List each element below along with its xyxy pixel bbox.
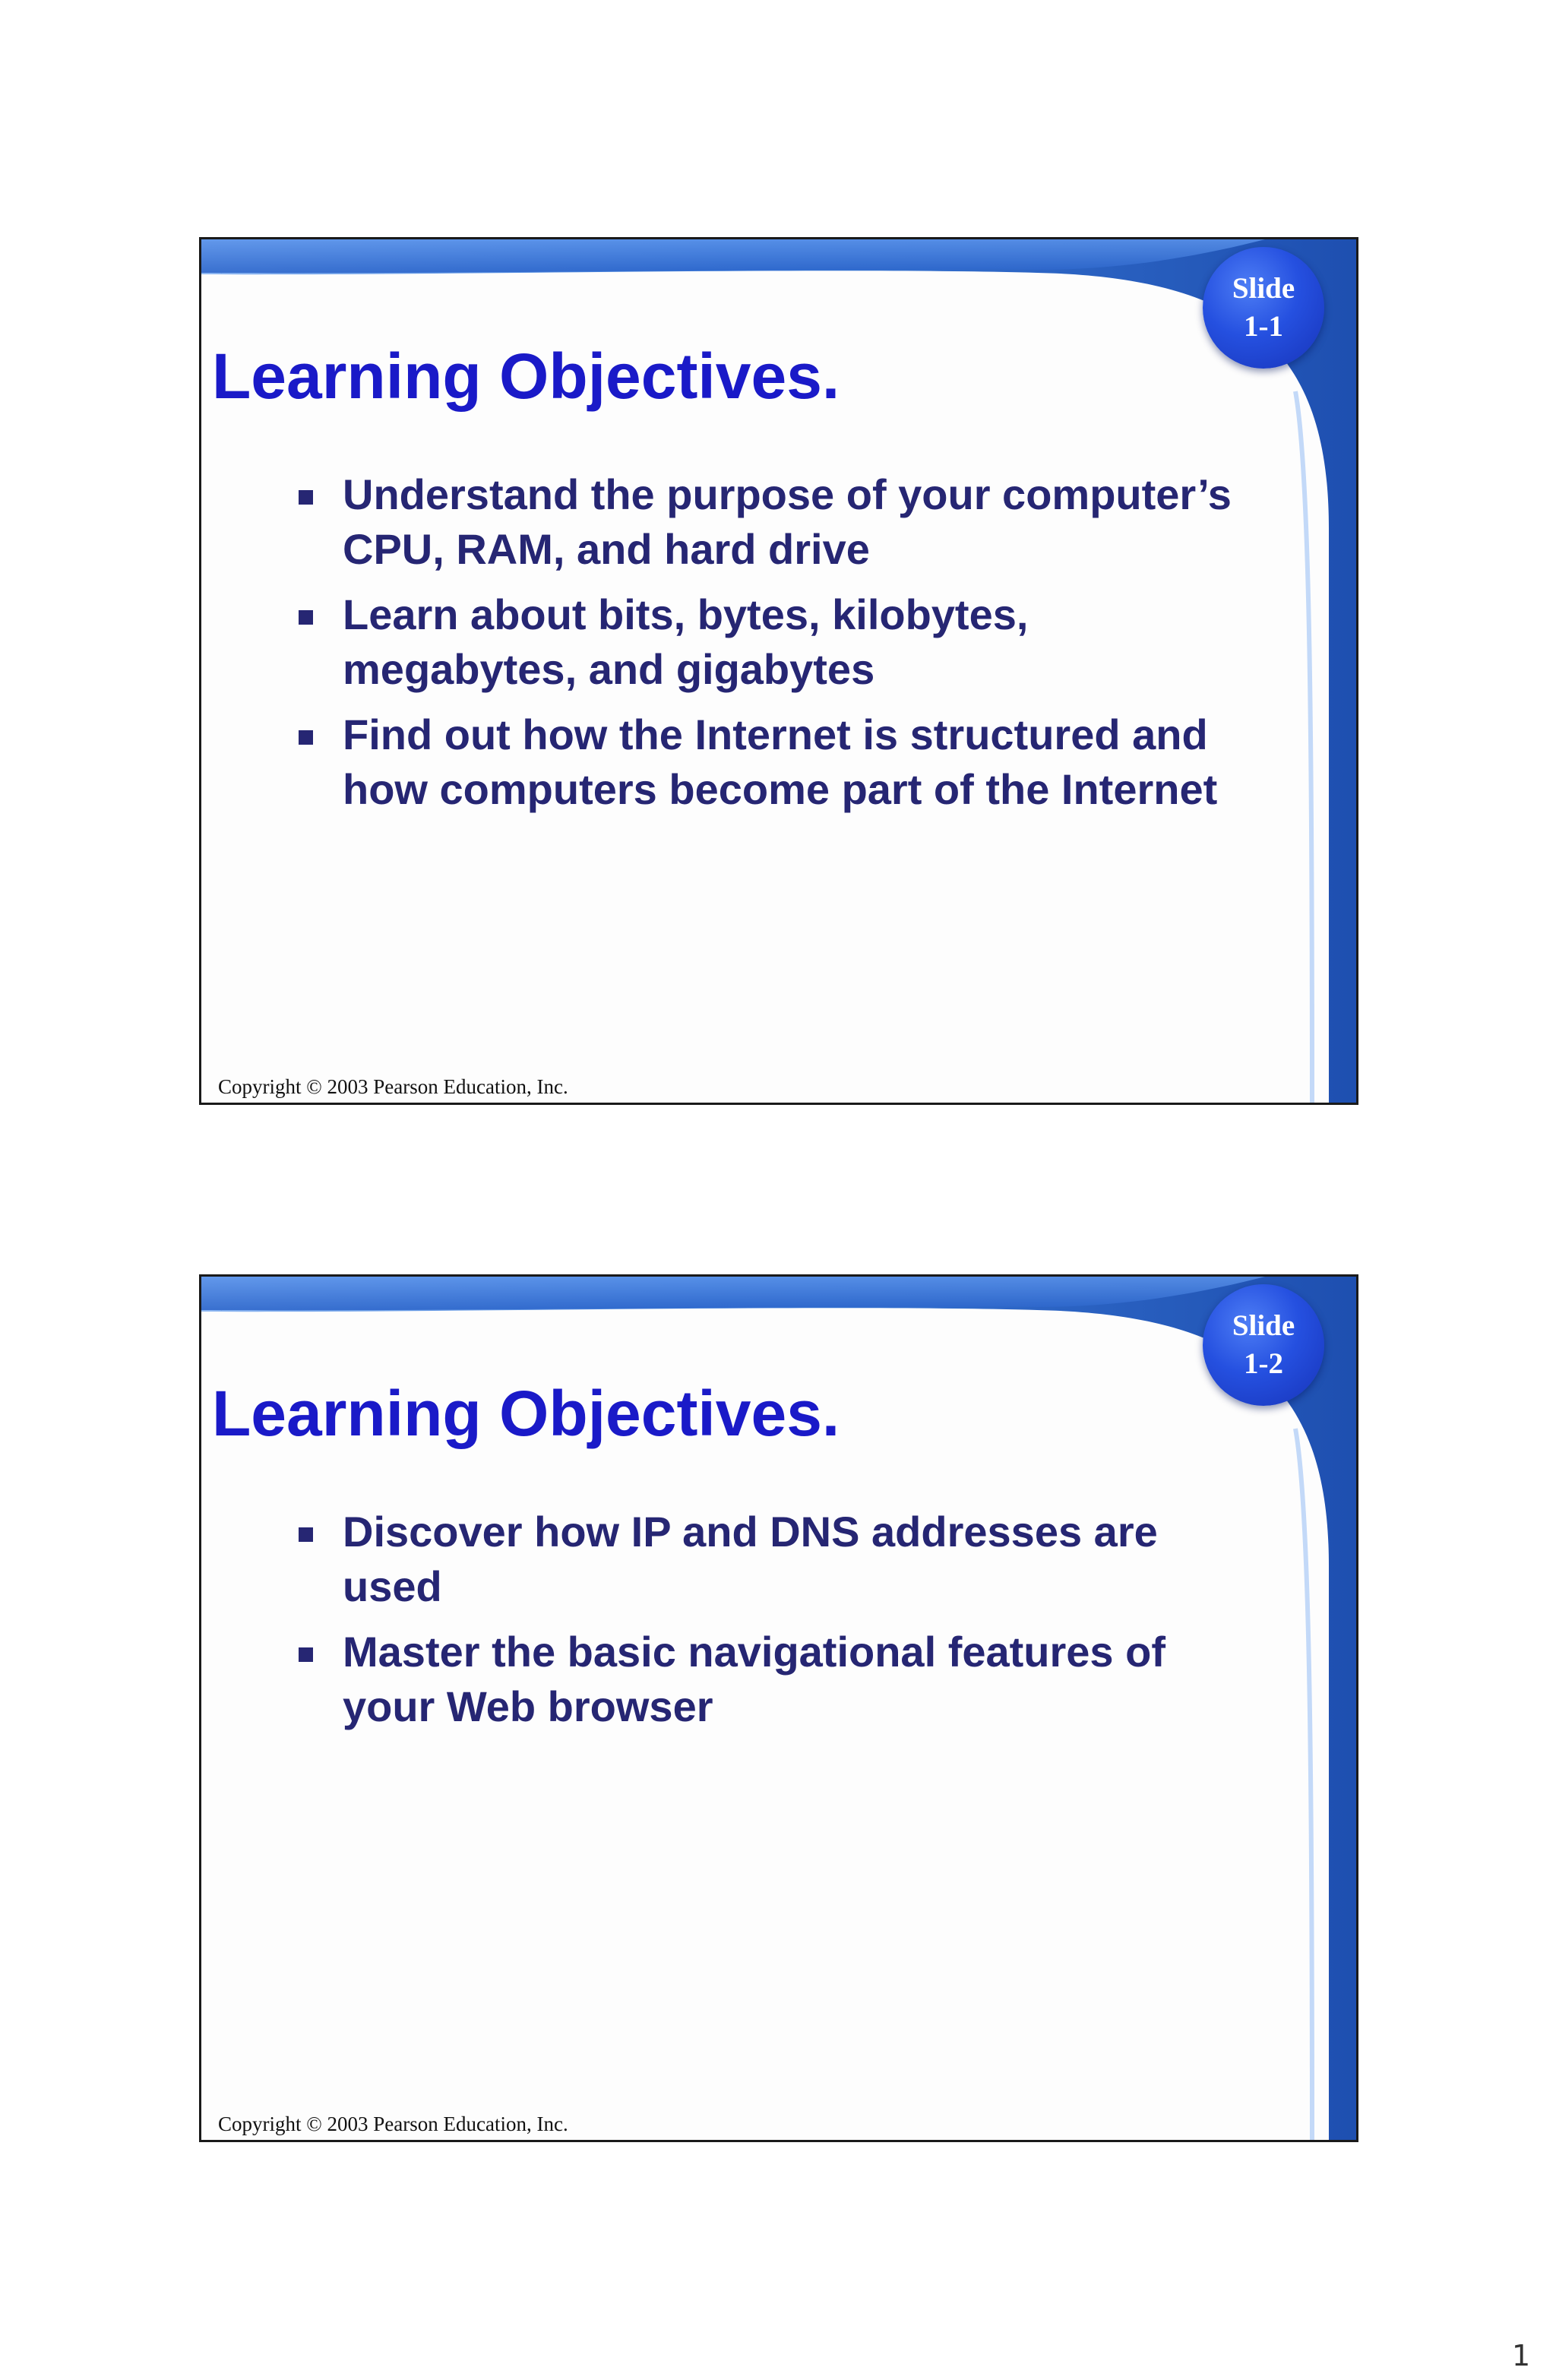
page-number: 1 xyxy=(1512,2339,1531,2372)
square-bullet-icon xyxy=(299,1647,313,1662)
bullet-item xyxy=(299,467,1248,577)
slide-title: Learning Objectives. xyxy=(212,1378,840,1449)
bullet-text: Find out how the Internet is structured and how computers become part of the Internet xyxy=(343,711,1218,813)
bullet-text: Discover how IP and DNS addresses are used xyxy=(343,1508,1158,1610)
badge-label: Slide xyxy=(1232,272,1295,305)
bullet-text: Understand the purpose of your computer’s CPU, RAM, and hard drive xyxy=(343,470,1232,573)
bullet-item xyxy=(299,707,1248,817)
square-bullet-icon xyxy=(299,610,313,625)
slide-1 xyxy=(199,237,1358,1105)
bullet-text: Learn about bits, bytes, kilobytes, megabytes, and gigabytes xyxy=(343,590,1029,693)
copyright-notice: Copyright © 2003 Pearson Education, Inc. xyxy=(218,1075,568,1098)
square-bullet-icon xyxy=(299,1527,313,1542)
bullet-list xyxy=(299,467,1248,828)
bullet-item xyxy=(299,1625,1248,1734)
badge-number: 1-2 xyxy=(1244,1347,1283,1380)
slide-2 xyxy=(199,1274,1358,2142)
badge-number: 1-1 xyxy=(1244,310,1283,343)
square-bullet-icon xyxy=(299,730,313,745)
square-bullet-icon xyxy=(299,490,313,505)
bullet-item xyxy=(299,587,1248,697)
bullet-list xyxy=(299,1505,1248,1745)
bullet-item xyxy=(299,1505,1248,1614)
slide-title: Learning Objectives. xyxy=(212,340,840,412)
slide-number-badge xyxy=(1203,1284,1324,1406)
slide-number-badge xyxy=(1203,247,1324,369)
badge-label: Slide xyxy=(1232,1309,1295,1342)
bullet-text: Master the basic navigational features of your Web browser xyxy=(343,1628,1165,1730)
copyright-notice: Copyright © 2003 Pearson Education, Inc. xyxy=(218,2113,568,2135)
